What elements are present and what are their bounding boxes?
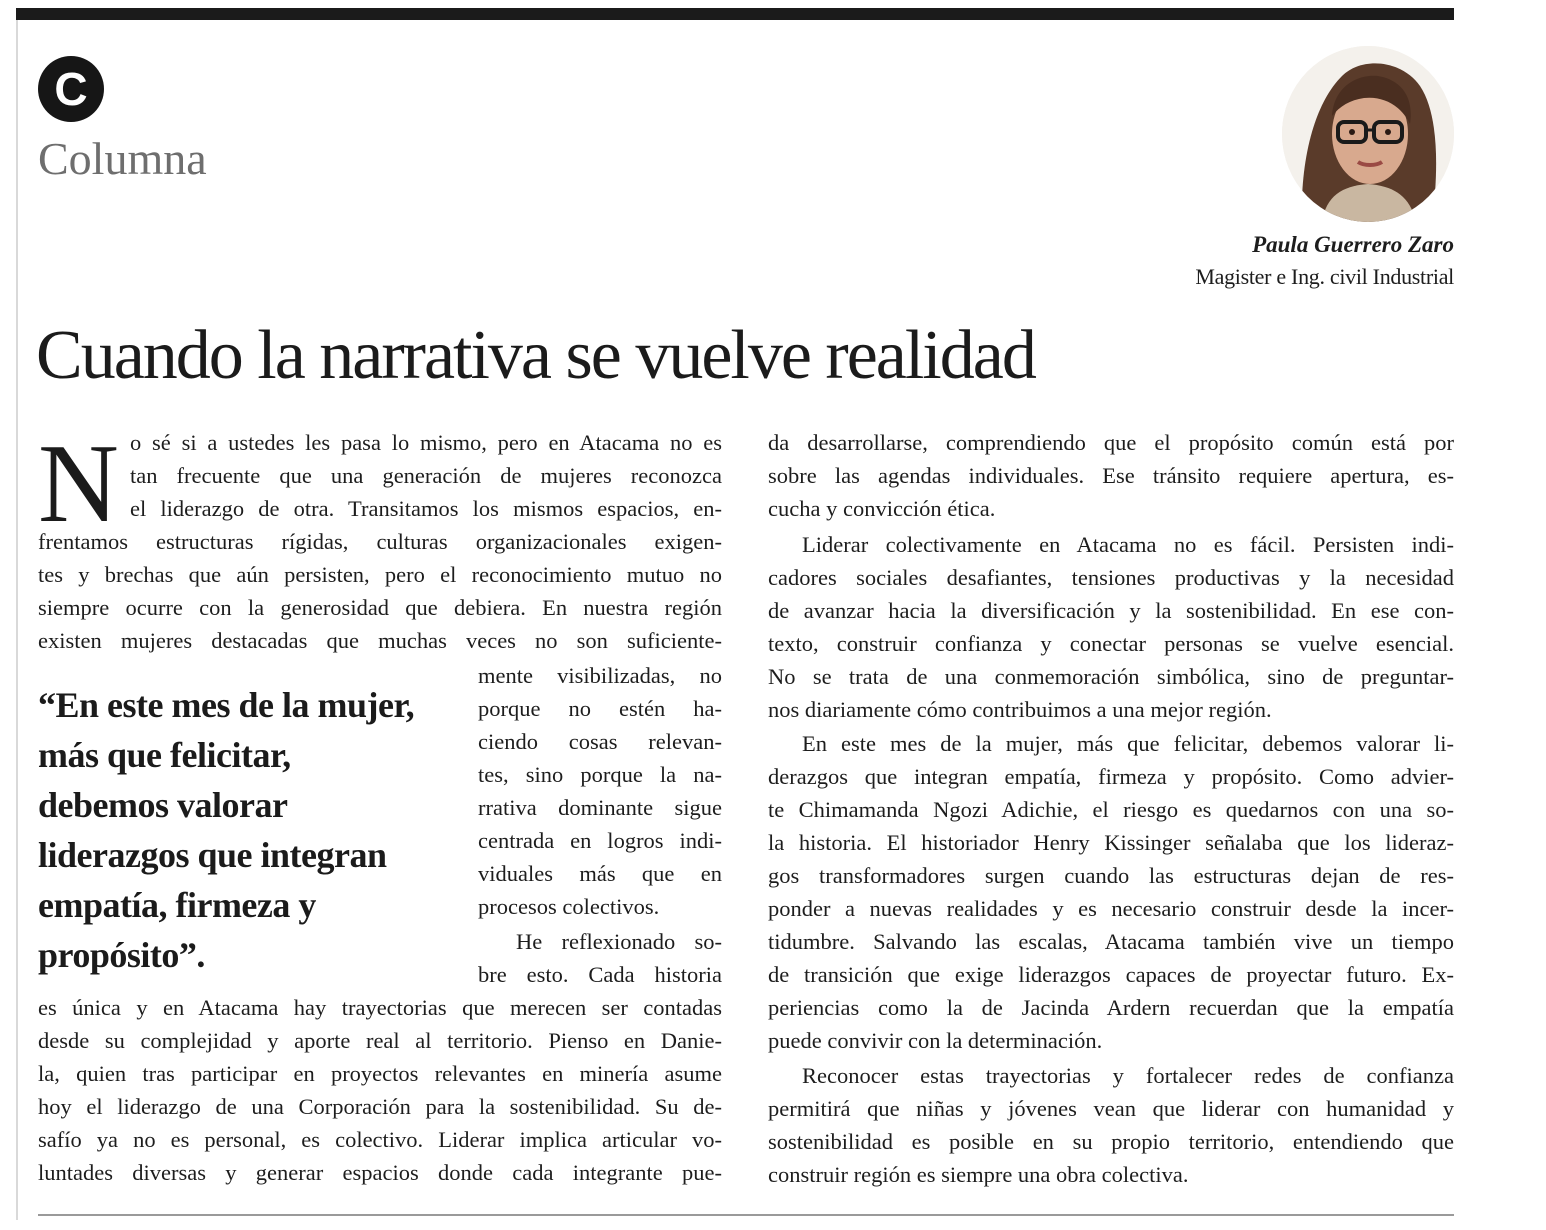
text-line: cadores sociales desafiantes, tensiones productivas y la necesidad — [768, 565, 1454, 590]
text-line: porque no estén ha- — [478, 696, 722, 721]
text-line: Reconocer estas trayectorias y fortalecer redes de confianza — [802, 1063, 1454, 1088]
paragraph-intro-cont — [38, 525, 722, 657]
author-name: Paula Guerrero Zaro — [1252, 232, 1454, 257]
author-photo — [1282, 46, 1454, 222]
text-line: rrativa dominante sigue — [478, 795, 722, 820]
paragraph-narrow — [478, 659, 722, 923]
pull-quote-line: liderazgos que integran — [38, 835, 387, 875]
bottom-rule — [38, 1214, 1454, 1216]
text-line: de avanzar hacia la diversificación y la sostenibilidad. En ese con- — [768, 598, 1454, 623]
text-line: siempre ocurre con la generosidad que debiera. En nuestra región — [38, 595, 722, 620]
headline: Cuando la narrativa se vuelve realidad — [36, 317, 1035, 394]
text-line: da desarrollarse, comprendiendo que el propósito común está por — [768, 430, 1454, 455]
text-line: procesos colectivos. — [478, 894, 660, 919]
text-line: permitirá que niñas y jóvenes vean que liderar con humanidad y — [768, 1096, 1454, 1121]
pull-quote-line: propósito”. — [38, 935, 205, 975]
text-line: te Chimamanda Ngozi Adichie, el riesgo es quedarnos con una so- — [768, 797, 1454, 822]
text-line: centrada en logros indi- — [478, 828, 722, 853]
text-line: tes y brechas que aún persisten, pero el reconocimiento mutuo no — [38, 562, 722, 587]
text-line: desde su complejidad y aporte real al territorio. Pienso en Danie- — [38, 1028, 722, 1053]
text-line: nos diariamente cómo contribuimos a una mejor región. — [768, 697, 1272, 722]
pull-quote — [38, 680, 458, 980]
text-line: hoy el liderazgo de una Corporación para la sostenibilidad. Su de- — [38, 1094, 722, 1119]
pull-quote-line: más que felicitar, — [38, 735, 291, 775]
byline — [1195, 230, 1454, 294]
text-line: He reflexionado so- — [516, 929, 722, 954]
text-line: la historia. El historiador Henry Kissinger señalaba que los lideraz- — [768, 830, 1454, 855]
text-line: bre esto. Cada historia — [478, 962, 722, 987]
paragraph-right-4 — [768, 1059, 1454, 1191]
text-line: No se trata de una conmemoración simbólica, sino de preguntar- — [768, 664, 1454, 689]
text-line: o sé si a ustedes les pasa lo mismo, pero en Atacama no es — [130, 430, 722, 455]
text-line: frentamos estructuras rígidas, culturas organizacionales exigen- — [38, 529, 722, 554]
text-line: de transición que exige liderazgos capaces de proyectar futuro. Ex- — [768, 962, 1454, 987]
text-line: la, quien tras participar en proyectos relevantes en minería asume — [38, 1061, 722, 1086]
pull-quote-line: debemos valorar — [38, 785, 288, 825]
column-badge-letter: C — [54, 63, 88, 115]
text-line: sobre las agendas individuales. Ese tránsito requiere apertura, es- — [768, 463, 1454, 488]
text-line: derazgos que integran empatía, firmeza y propósito. Como advier- — [768, 764, 1454, 789]
section-label: Columna — [38, 133, 207, 184]
text-line: ciendo cosas relevan- — [478, 729, 722, 754]
drop-cap: N — [38, 422, 119, 546]
text-line: periencias como la de Jacinda Ardern recuerdan que la empatía — [768, 995, 1454, 1020]
paragraph-right-2 — [768, 528, 1454, 726]
text-line: tan frecuente que una generación de mujeres reconozca — [130, 463, 722, 488]
text-line: ponder a nuevas realidades y es necesario construir desde la incer- — [768, 896, 1454, 921]
text-line: cucha y convicción ética. — [768, 496, 996, 521]
text-line: En este mes de la mujer, más que felicitar, debemos valorar li- — [802, 731, 1454, 756]
paragraph-intro — [130, 426, 722, 525]
text-line: tes, sino porque la na- — [478, 762, 722, 787]
pull-quote-line: “En este mes de la mujer, — [38, 685, 415, 725]
text-line: construir región es siempre una obra colectiva. — [768, 1162, 1189, 1187]
text-line: tidumbre. Salvando las escalas, Atacama también vive un tiempo — [768, 929, 1454, 954]
text-line: Liderar colectivamente en Atacama no es fácil. Persisten indi- — [802, 532, 1454, 557]
top-rule — [16, 8, 1454, 20]
text-line: existen mujeres destacadas que muchas veces no son suficiente- — [38, 628, 722, 653]
text-line: viduales más que en — [478, 861, 722, 886]
paragraph-reflexion — [478, 925, 722, 991]
text-line: mente visibilizadas, no — [478, 663, 722, 688]
paragraph-reflexion-cont — [38, 991, 722, 1189]
pull-quote-line: empatía, firmeza y — [38, 885, 316, 925]
text-line: sostenibilidad es posible en su propio territorio, entendiendo que — [768, 1129, 1454, 1154]
left-margin-rule — [16, 20, 18, 1220]
column-badge — [38, 56, 104, 122]
text-line: safío ya no es personal, es colectivo. Liderar implica articular vo- — [38, 1127, 722, 1152]
paragraph-right-3 — [768, 727, 1454, 1057]
text-line: texto, construir confianza y conectar personas se vuelve esencial. — [768, 631, 1454, 656]
paragraph-right-1 — [768, 426, 1454, 525]
text-line: luntades diversas y generar espacios donde cada integrante pue- — [38, 1160, 722, 1185]
text-line: el liderazgo de otra. Transitamos los mismos espacios, en- — [130, 496, 722, 521]
text-line: puede convivir con la determinación. — [768, 1028, 1103, 1053]
text-line: es única y en Atacama hay trayectorias que merecen ser contadas — [38, 995, 722, 1020]
text-line: gos transformadores surgen cuando las estructuras dejan de res- — [768, 863, 1454, 888]
author-role: Magister e Ing. civil Industrial — [1195, 264, 1454, 289]
